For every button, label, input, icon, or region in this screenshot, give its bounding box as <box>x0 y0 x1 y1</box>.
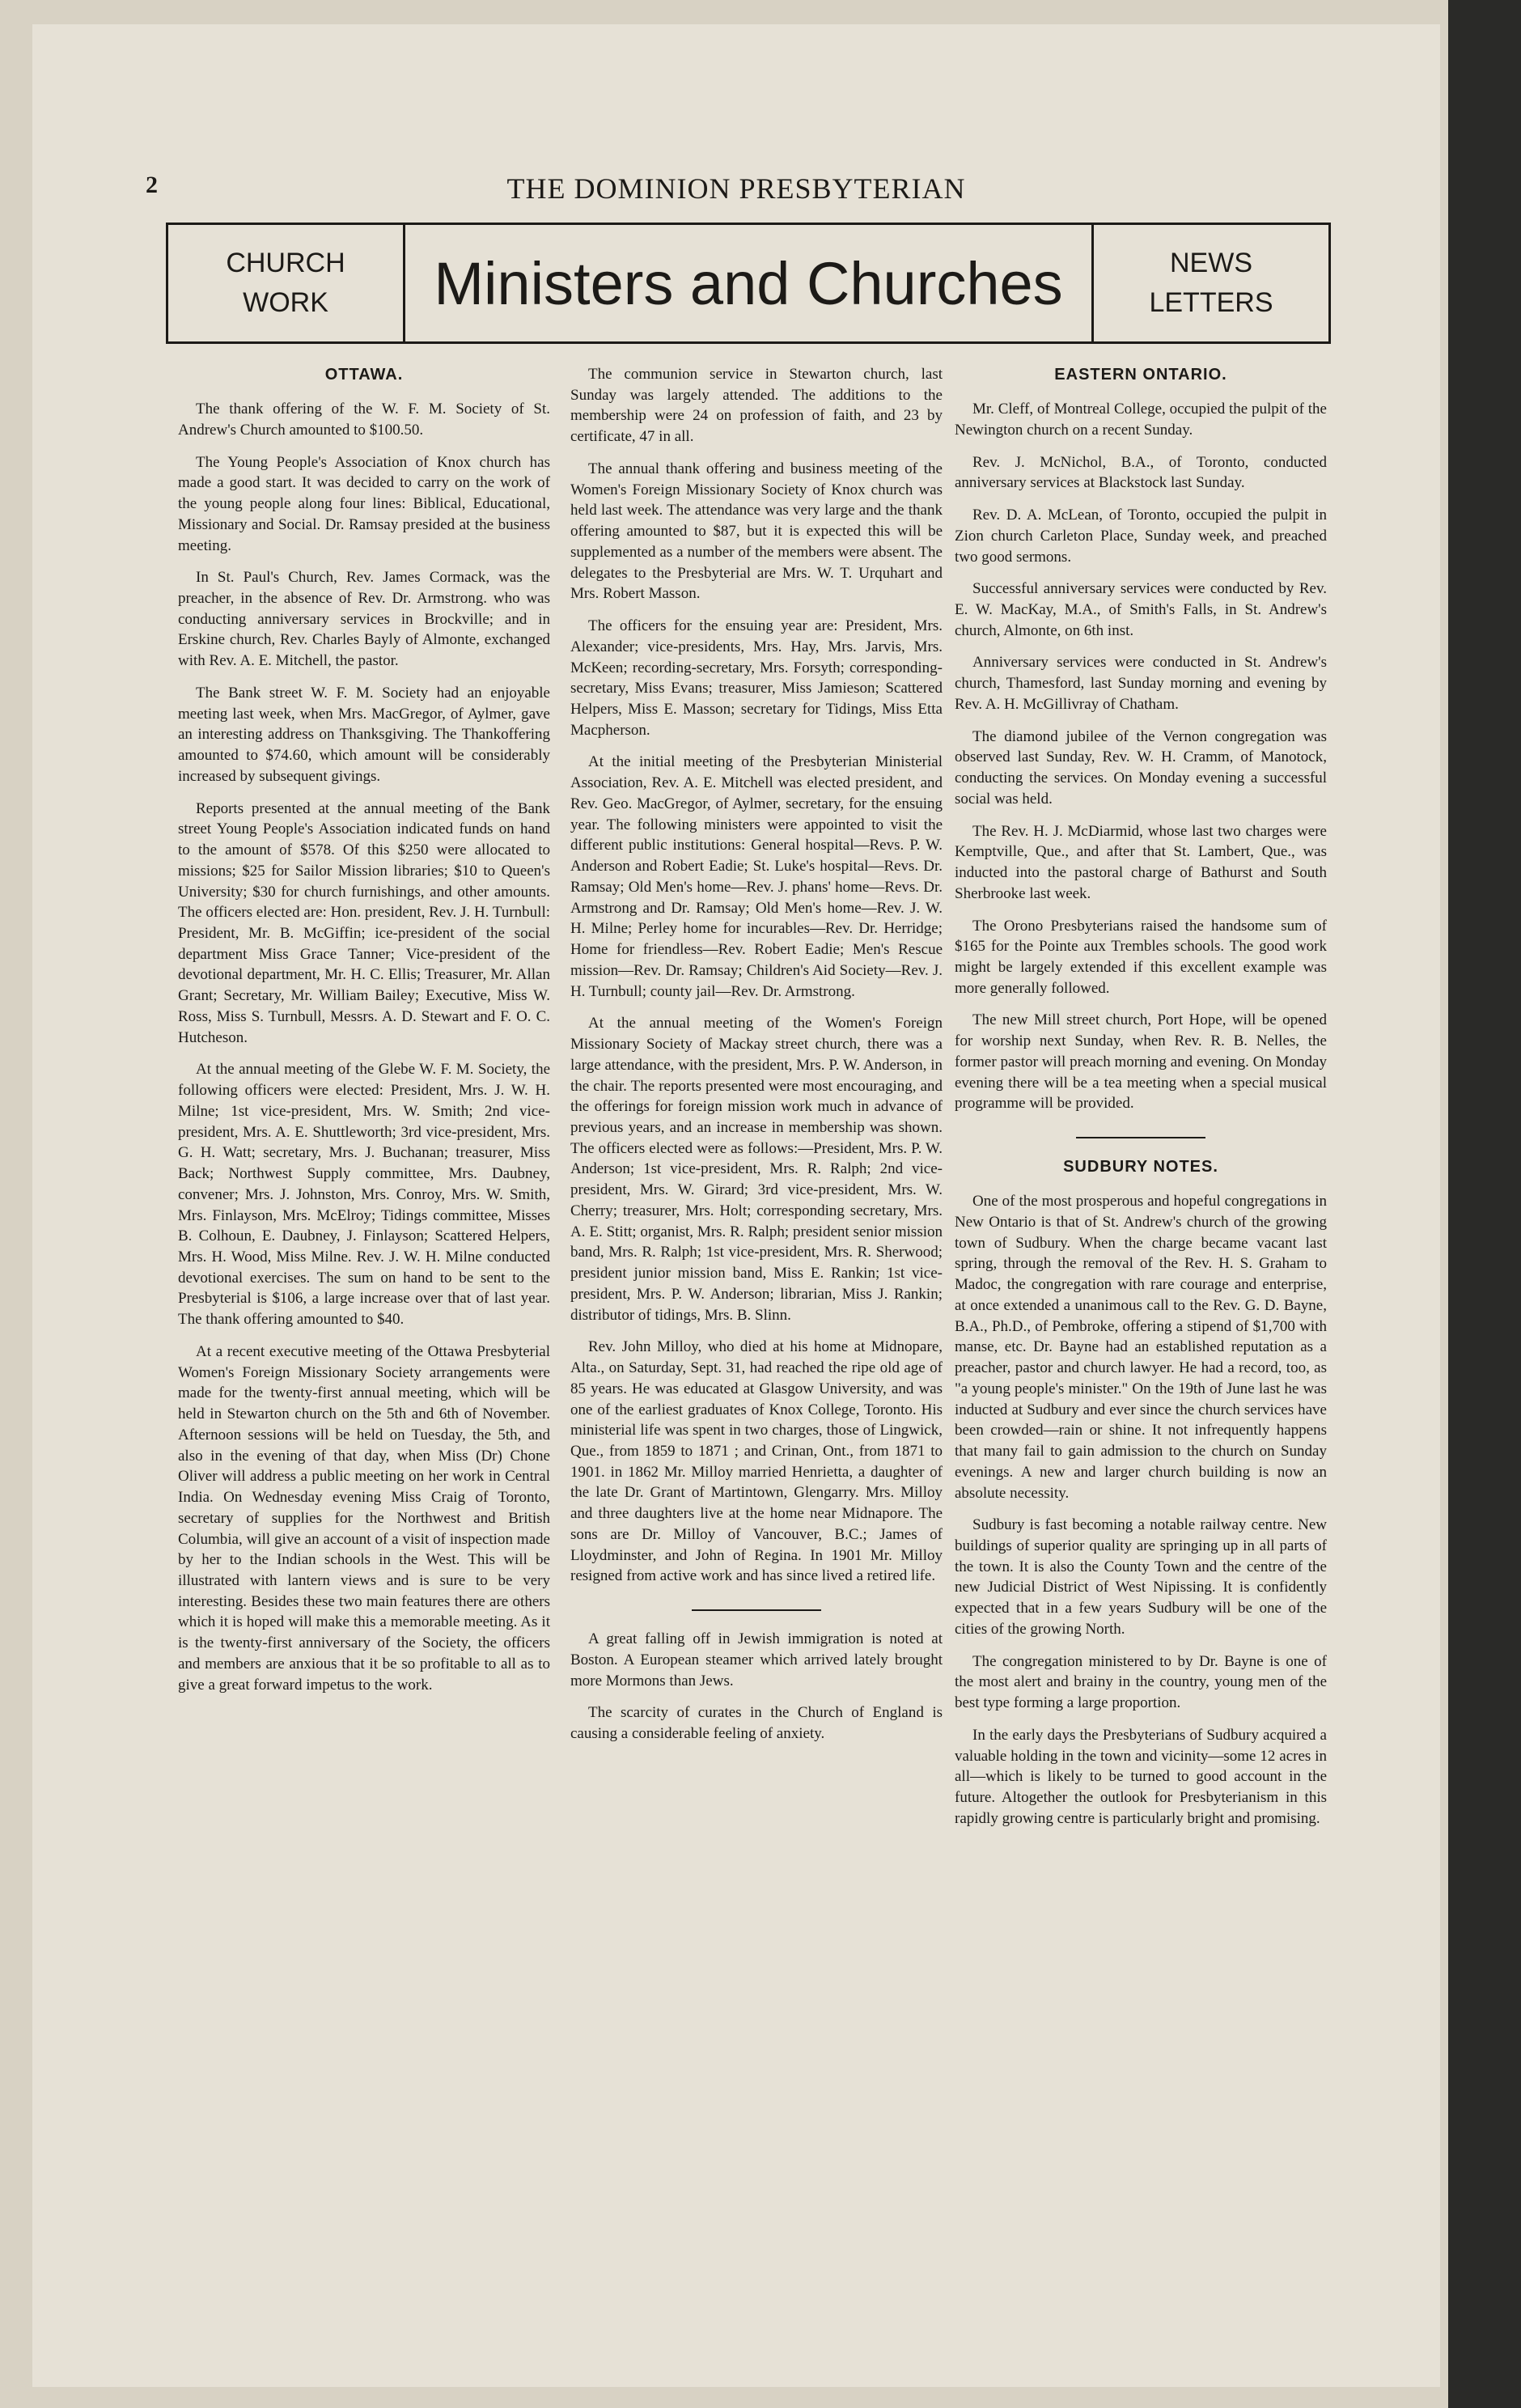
article-paragraph: The communion service in Stewarton church, last Sunday was largely attended. The additions to the membership were 24 on profession of faith, and 23 by certificate, 47 in all. <box>570 366 943 446</box>
article-paragraph: The Bank street W. F. M. Society had an enjoyable meeting last week, when Mrs. MacGregor, of Aylmer, gave an interesting address on Thanksgiving. The Thankoffering amounted to $74.60, which amount will be considerably increased by subsequent givings. <box>178 684 550 785</box>
article-paragraph: Rev. D. A. McLean, of Toronto, occupied the pulpit in Zion church Carleton Place, Sunday week, and preached two good sermons. <box>955 507 1327 566</box>
article-paragraph: The Rev. H. J. McDiarmid, whose last two charges were Kemptville, Que., and after that St. Lambert, Que., was inducted into the pastoral charge of Bathurst and South Sherbrooke last week. <box>955 822 1327 902</box>
column-eastern-ontario <box>955 364 1327 1841</box>
article-paragraph: In St. Paul's Church, Rev. James Cormack, was the preacher, in the absence of Rev. Dr. Armstrong. who was conducting anniversary services in Brockville; and in Erskine church, Rev. Charles Bayly of Almonte, exchanged with Rev. A. E. Mitchell, the pastor. <box>178 569 550 670</box>
article-paragraph: One of the most prosperous and hopeful congregations in New Ontario is that of St. Andrew's church of the growing town of Sudbury. When the charge became vacant last spring, through the removal of the Rev. H. S. Graham to Madoc, the congregation with rare courage and enterprise, at once extended a unanimous call to the Rev. G. D. Bayne, B.A., Ph.D., of Pembroke, offering a stipend of $1,700 with manse, etc. Dr. Bayne had an established reputation as a preacher, pastor and church lawyer. He had a record, too, as "a young people's minister." On the 19th of June last he was inducted at Sudbury and ever since the church services have been crowded—rain or shine. It not infrequently happens that many fail to gain admission to the church on Sunday evenings. A new and larger church building is now an absolute necessity. <box>955 1193 1327 1502</box>
section-banner <box>166 223 1331 344</box>
article-paragraph: Successful anniversary services were conducted by Rev. E. W. MacKay, M.A., of Smith's Falls, in St. Andrew's church, Almonte, on 6th inst. <box>955 580 1327 639</box>
section-heading-ottawa: OTTAWA. <box>324 366 404 384</box>
divider <box>692 1609 821 1611</box>
article-paragraph: The diamond jubilee of the Vernon congregation was observed last Sunday, Rev. W. H. Cramm, of Manotock, conducting the services. On Monday evening a successful social was held. <box>955 727 1327 808</box>
article-paragraph: The thank offering of the W. F. M. Society of St. Andrew's Church amounted to $100.50. <box>178 401 550 439</box>
section-heading-sudbury-notes: SUDBURY NOTES. <box>1063 1158 1218 1176</box>
article-paragraph: Mr. Cleff, of Montreal College, occupied the pulpit of the Newington church on a recent Sunday. <box>955 401 1327 439</box>
banner-title: Ministers and Churches <box>434 249 1063 317</box>
article-paragraph: In the early days the Presbyterians of Sudbury acquired a valuable holding in the town and vicinity—some 12 acres in all—which is likely to be turned to good account in the future. Altogether the outlook for Presbyterianism in this rapidly growing centre is particularly bright and promising. <box>955 1726 1327 1827</box>
article-paragraph: The annual thank offering and business meeting of the Women's Foreign Missionary Society of Knox church was held last week. The attendance was very large and the thank offering amounted to $87, but it is expected this will be supplemented as a number of the members were absent. The delegates to the Presbyterial are Mrs. W. T. Urquhart and Mrs. Robert Masson. <box>570 460 943 603</box>
article-paragraph: At a recent executive meeting of the Ottawa Presbyterial Women's Foreign Missionary Society arrangements were made for the twenty-first annual meeting, which will be held in Stewarton church on the 5th and 6th of November. Afternoon sessions will be held on Tuesday, the 5th, and also in the evening of that day, when Miss (Dr) Chone Oliver will address a public meeting on her work in Central India. On Wednesday evening Miss Craig of Toronto, secretary of supplies for the Northwest and British Columbia, will give an account of a visit of inspection made by her to the Indian schools in the West. This will be illustrated with lantern views and is sure to be very interesting. Besides these two main features there are others which it is hoped will make this a memorable meeting. As it is the twenty-first anniversary of the Society, the officers and members are anxious that it be so profitable to all as to give a great forward impetus to the work. <box>178 1342 550 1694</box>
banner-right-line2: LETTERS <box>1149 287 1273 318</box>
banner-right-line1: NEWS <box>1170 247 1252 278</box>
column-ottawa <box>178 364 550 1706</box>
article-paragraph: The Orono Presbyterians raised the handsome sum of $165 for the Pointe aux Trembles schools. The good work might be largely extended if this excellent example was more generally followed. <box>955 917 1327 997</box>
section-heading-eastern-ontario: EASTERN ONTARIO. <box>1054 366 1227 384</box>
article-paragraph: The scarcity of curates in the Church of England is causing a considerable feeling of anxiety. <box>570 1704 943 1743</box>
article-paragraph: At the annual meeting of the Women's Foreign Missionary Society of Mackay street church, there was a large attendance, with the president, Mrs. P. W. Anderson, in the chair. The reports presented were most encouraging, and the offerings for foreign mission work much in advance of previous years, and an increase in membership was shown. The officers elected were as follows:—President, Mrs. P. W. Anderson; 1st vice-president, Mrs. R. Ralph; 2nd vice-president, Mrs. W. Girard; 3rd vice-president, Mrs. W. Cherry; treasurer, Mrs. Holt; corresponding secretary, Mrs. A. E. Stitt; organist, Mrs. R. Ralph; president senior mission band, Mrs. R. Ralph; 1st vice-president, Mrs. R. Sherwood; president junior mission band, Miss E. Rankin; 1st vice-president, Mrs. P. W. Anderson; librarian, Miss J. Rankin; distributor of tidings, Mrs. B. Slinn. <box>570 1015 943 1324</box>
article-paragraph: Rev. J. McNichol, B.A., of Toronto, conducted anniversary services at Blackstock last Sunday. <box>955 453 1327 492</box>
divider <box>1076 1137 1205 1138</box>
publication-title: THE DOMINION PRESBYTERIAN <box>506 172 966 205</box>
scan-edge <box>1448 0 1521 2408</box>
banner-left-line1: CHURCH <box>226 247 345 278</box>
page-header <box>146 172 1327 212</box>
banner-right-box <box>1091 225 1328 341</box>
banner-left-line2: WORK <box>243 287 328 318</box>
article-paragraph: Rev. John Milloy, who died at his home at Midnopare, Alta., on Saturday, Sept. 31, had reached the ripe old age of 85 years. He was educated at Glasgow University, and was one of the earliest graduates of Knox College, Toronto. His ministerial life was spent in two charges, those of Lingwick, Que., from 1859 to 1871 ; and Crinan, Ont., from 1871 to 1901. in 1862 Mr. Milloy married Henrietta, a daughter of the late Dr. Grant of Martintown, Glengarry. Mrs. Milloy and three daughters live at the home near Midnapore. The sons are Dr. Milloy of Vancouver, B.C.; James of Lloydminster, and John of Regina. In 1901 Mr. Milloy resigned from active work and has since lived a retired life. <box>570 1338 943 1585</box>
article-paragraph: The congregation ministered to by Dr. Bayne is one of the most alert and brainy in the country, young men of the best type forming a large proportion. <box>955 1652 1327 1712</box>
column-middle <box>570 364 943 1756</box>
article-paragraph: Sudbury is fast becoming a notable railway centre. New buildings of superior quality are springing up in all parts of the town. It is also the County Town and the centre of the new Judicial District of West Nipissing. It is confidently expected that in a few years Sudbury will be one of the cities of the growing North. <box>955 1516 1327 1638</box>
article-paragraph: Anniversary services were conducted in St. Andrew's church, Thamesford, last Sunday morning and evening by Rev. A. H. McGillivray of Chatham. <box>955 654 1327 713</box>
banner-left-box <box>168 225 405 341</box>
article-paragraph: The officers for the ensuing year are: President, Mrs. Alexander; vice-presidents, Mrs. Hay, Mrs. Jarvis, Mrs. McKeen; recording-secretary, Mrs. Forsyth; corresponding-secretary, Miss Evans; treasurer, Miss Jamieson; Scattered Helpers, Miss E. Masson; secretary for Tidings, Miss Etta Macpherson. <box>570 617 943 739</box>
article-paragraph: A great falling off in Jewish immigration is noted at Boston. A European steamer which arrived lately brought more Mormons than Jews. <box>570 1630 943 1689</box>
article-paragraph: At the initial meeting of the Presbyterian Ministerial Association, Rev. A. E. Mitchell was elected president, and Rev. Geo. MacGregor, of Aylmer, secretary, for the ensuing year. The following ministers were appointed to visit the different public institutions: General hospital—Revs. P. W. Anderson and Robert Eadie; St. Luke's hospital—Revs. Dr. Ramsay; Old Men's home—Rev. J. phans' home—Revs. Dr. Armstrong and Dr. Ramsay; Old Men's home—Rev. J. W. H. Milne; Perley home for incurables—Rev. Dr. Herridge; Home for friendless—Rev. Robert Eadie; Men's Rescue mission—Rev. Dr. Ramsay; Children's Aid Society—Rev. J. H. Turnbull; county jail—Rev. Dr. Armstrong. <box>570 753 943 1000</box>
page-number: 2 <box>146 172 158 198</box>
article-paragraph: The new Mill street church, Port Hope, will be opened for worship next Sunday, when Rev. R. B. Nelles, the former pastor will preach morning and evening. On Monday evening there will be a tea meeting when a special musical programme will be provided. <box>955 1011 1327 1113</box>
article-paragraph: The Young People's Association of Knox church has made a good start. It was decided to carry on the work of the young people along four lines: Biblical, Educational, Missionary and Social. Dr. Ramsay presided at the business meeting. <box>178 453 550 554</box>
article-paragraph: At the annual meeting of the Glebe W. F. M. Society, the following officers were elected: President, Mrs. J. W. H. Milne; 1st vice-president, Mrs. W. Smith; 2nd vice-president, Mrs. A. E. Shuttleworth; 3rd vice-president, Mrs. G. H. Watt; secretary, Mrs. J. Buchanan; treasurer, Miss Back; Northwest Supply committee, Mrs. Daubney, convener; Mrs. J. Johnston, Mrs. Conroy, Mrs. W. Smith, Mrs. Finlayson, Mrs. McElroy; Tidings committee, Misses B. Colhoun, E. Daubney, J. Finlayson; Scattered Helpers, Mrs. H. Wood, Miss Milne. Rev. J. W. H. Milne conducted devotional exercises. The sum on hand to be sent to the Presbyterial is $106, a large increase over that of last year. The thank offering amounted to $40. <box>178 1061 550 1329</box>
article-paragraph: Reports presented at the annual meeting of the Bank street Young People's Association indicated funds on hand to the amount of $578. Of this $250 were allocated to missions; $25 for Sailor Mission libraries; $10 to Queen's University; $30 for church furnishings, and other amounts. The officers elected are: Hon. president, Rev. J. H. Turnbull: President, Mr. B. McGiffin; ice-president of the social department Miss Grace Tanner; Vice-president of the devotional department, Mr. H. C. Ellis; Treasurer, Mr. Allan Grant; Secretary, Mr. William Bailey; Executive, Miss W. Ross, Miss S. Turnbull, Messrs. A. D. Stewart and F. O. C. Hutcheson. <box>178 799 550 1046</box>
